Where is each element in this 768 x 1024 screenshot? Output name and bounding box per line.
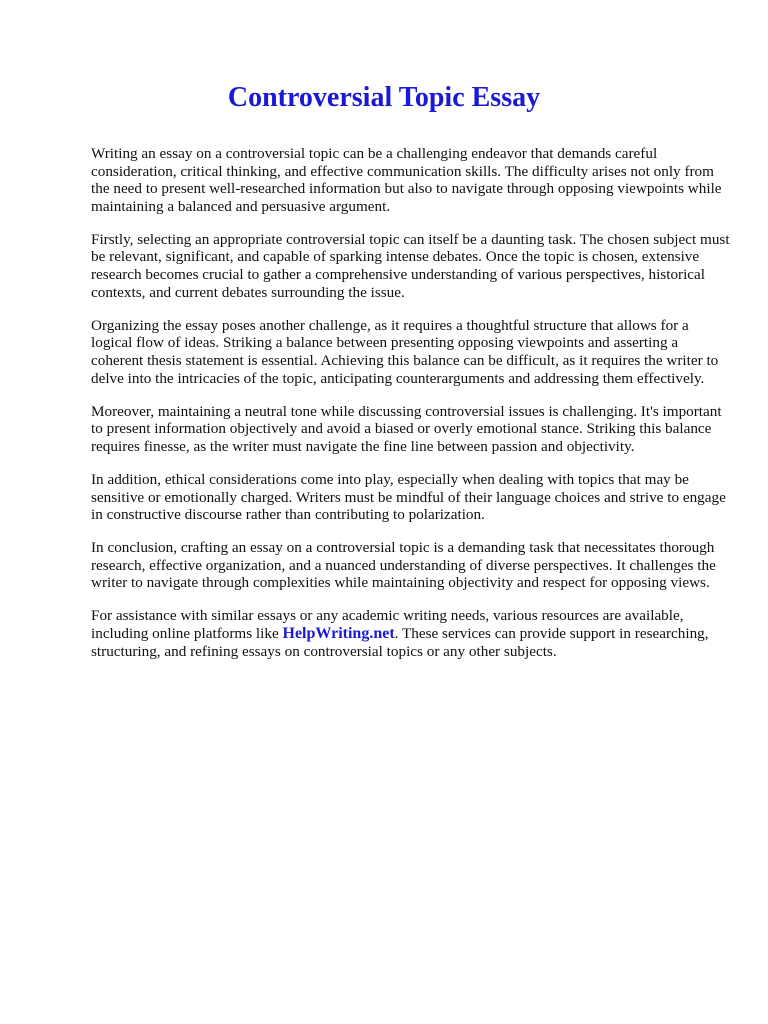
assistance-text-after-link: . These services can provide support in researching, structuring, and refining essays on controversial topics or any other subjects.	[91, 625, 709, 660]
paragraph-assistance	[91, 607, 731, 660]
paragraph-organization: Organizing the essay poses another challenge, as it requires a thoughtful structure that allows for a logical flow of ideas. Striking a balance between presenting opposing viewpoints and asserting a coherent thesis statement is essential. Achieving this balance can be difficult, as it requires the writer to delve into the intricacies of the topic, anticipating counterarguments and addressing them effectively.	[91, 316, 719, 387]
document-title: Controversial Topic Essay	[227, 82, 541, 113]
paragraph-topic-selection: Firstly, selecting an appropriate controversial topic can itself be a daunting task. The chosen subject must be relevant, significant, and capable of sparking intense debates. Once the topic is chosen, extensive research becomes crucial to gather a comprehensive understanding of various perspectives, historical contexts, and current debates surrounding the issue.	[91, 230, 730, 301]
document-body	[91, 145, 731, 676]
paragraph-ethics: In addition, ethical considerations come into play, especially when dealing with topics that may be sensitive or emotionally charged. Writers must be mindful of their language choices and strive to engage in constructive discourse rather than contributing to polarization.	[91, 470, 726, 524]
paragraph-neutral-tone: Moreover, maintaining a neutral tone while discussing controversial issues is challenging. It's important to present information objectively and avoid a biased or overly emotional stance. Striking this balance requires finesse, as the writer must navigate the fine line between passion and objectivity.	[91, 402, 722, 455]
paragraph-conclusion: In conclusion, crafting an essay on a controversial topic is a demanding task that necessitates thorough research, effective organization, and a nuanced understanding of diverse perspectives. It challenges the writer to navigate through complexities while maintaining objectivity and respect for opposing views.	[91, 539, 716, 592]
assistance-text-before-link: For assistance with similar essays or any academic writing needs, various resources are available, including online platforms like	[91, 607, 684, 643]
helpwriting-link[interactable]: HelpWriting.net	[282, 625, 395, 643]
paragraph-intro: Writing an essay on a controversial topic can be a challenging endeavor that demands careful consideration, critical thinking, and effective communication skills. The difficulty arises not only from the need to present well-researched information but also to navigate through opposing viewpoints while maintaining a balanced and persuasive argument.	[91, 145, 722, 215]
